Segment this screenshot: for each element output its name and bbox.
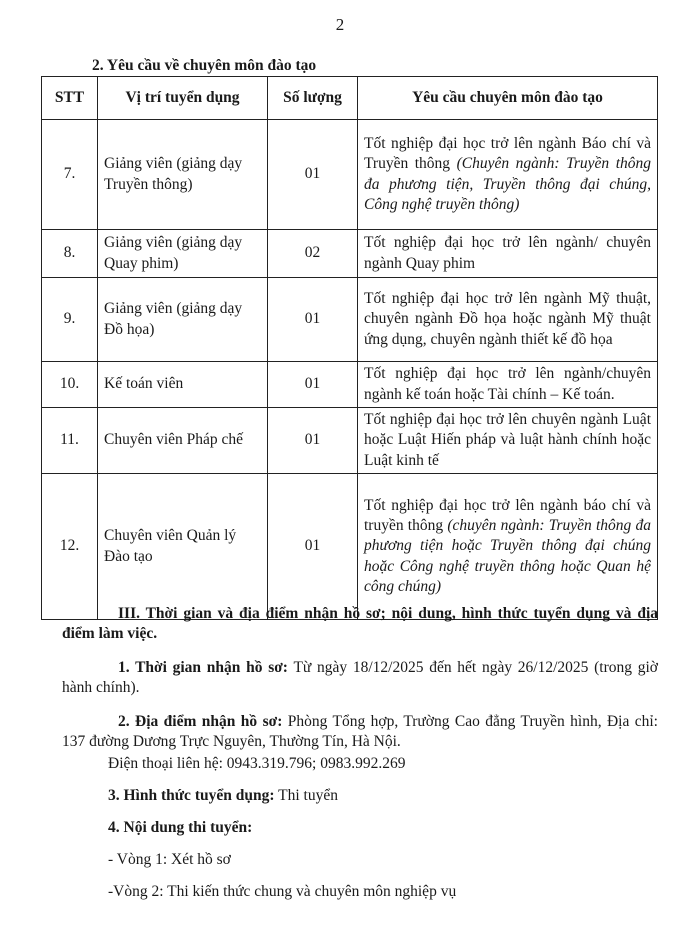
table-row xyxy=(42,120,658,230)
item-2-label: 2. Địa điểm nhận hồ sơ: xyxy=(118,713,283,730)
table-row xyxy=(42,362,658,408)
header-stt: STT xyxy=(42,77,98,120)
item-4-label: 4. Nội dung thi tuyển: xyxy=(108,819,253,836)
header-quantity: Số lượng xyxy=(268,77,358,120)
section-3-heading: III. Thời gian và địa điểm nhận hồ sơ; nội dung, hình thức tuyển dụng và địa điểm làm việc. xyxy=(62,605,658,643)
row-quantity: 01 xyxy=(268,362,358,408)
header-position: Vị trí tuyển dụng xyxy=(98,77,268,120)
header-requirement: Yêu cầu chuyên môn đào tạo xyxy=(358,77,658,120)
row-stt: 12. xyxy=(42,474,98,620)
row-quantity: 01 xyxy=(268,474,358,620)
item-1-text: Từ ngày 18/12/2025 đến hết ngày 26/12/2025 (trong giờ hành chính). xyxy=(62,659,658,697)
row-position: Chuyên viên Pháp chế xyxy=(98,408,268,474)
item-2-paragraph xyxy=(62,712,658,752)
row-requirement: Tốt nghiệp đại học trở lên ngành/chuyên ngành kế toán hoặc Tài chính – Kế toán. xyxy=(358,362,658,408)
item-2-text: Phòng Tổng hợp, Trường Cao đẳng Truyền hình, Địa chỉ: 137 đường Dương Trực Nguyên, Thường Tín, Hà Nội. xyxy=(62,713,658,751)
row-position: Giảng viên (giảng dạy Truyền thông) xyxy=(98,120,268,230)
requirements-table xyxy=(41,76,658,620)
table-header-row xyxy=(42,77,658,120)
row-requirement: Tốt nghiệp đại học trở lên ngành/ chuyên ngành Quay phim xyxy=(358,230,658,278)
item-1-paragraph xyxy=(62,658,658,698)
row-stt: 10. xyxy=(42,362,98,408)
table-row xyxy=(42,408,658,474)
phone-line: Điện thoại liên hệ: 0943.319.796; 0983.992.269 xyxy=(108,755,406,772)
row-position: Kế toán viên xyxy=(98,362,268,408)
row-requirement: Tốt nghiệp đại học trở lên ngành Mỹ thuật, chuyên ngành Đồ họa hoặc ngành Mỹ thuật ứng dụng, chuyên ngành thiết kế đồ họa xyxy=(358,278,658,362)
row-position: Giảng viên (giảng dạy Quay phim) xyxy=(98,230,268,278)
item-3-text: Thi tuyển xyxy=(278,787,338,804)
table-row xyxy=(42,230,658,278)
round-1-line: - Vòng 1: Xét hồ sơ xyxy=(108,851,231,868)
requirement-text: Tốt nghiệp đại học trở lên ngành Báo chí và Truyền thông xyxy=(364,135,651,173)
row-quantity: 01 xyxy=(268,120,358,230)
row-quantity: 01 xyxy=(268,278,358,362)
table-row xyxy=(42,474,658,620)
item-3-label: 3. Hình thức tuyển dụng: xyxy=(108,787,275,804)
row-requirement xyxy=(358,120,658,230)
row-position: Giảng viên (giảng dạy Đồ họa) xyxy=(98,278,268,362)
row-quantity: 01 xyxy=(268,408,358,474)
table-row xyxy=(42,278,658,362)
requirement-italic-text: (Chuyên ngành: Truyền thông đa phương tiện, Truyền thông đại chúng, Công nghệ truyền thông) xyxy=(364,155,651,213)
row-requirement: Tốt nghiệp đại học trở lên chuyên ngành Luật hoặc Luật Hiến pháp và luật hành chính hoặc Luật kinh tế xyxy=(358,408,658,474)
row-stt: 7. xyxy=(42,120,98,230)
requirement-italic-text: (chuyên ngành: Truyền thông đa phương tiện hoặc Truyền thông đại chúng hoặc Công nghệ truyền thông hoặc Quan hệ công chúng) xyxy=(364,517,652,595)
row-stt: 11. xyxy=(42,408,98,474)
item-3-paragraph xyxy=(108,786,658,806)
round-2-line: -Vòng 2: Thi kiến thức chung và chuyên môn nghiệp vụ xyxy=(108,883,457,900)
section-2-heading: 2. Yêu cầu về chuyên môn đào tạo xyxy=(92,57,317,74)
row-quantity: 02 xyxy=(268,230,358,278)
row-stt: 8. xyxy=(42,230,98,278)
row-stt: 9. xyxy=(42,278,98,362)
row-requirement xyxy=(358,474,658,620)
row-position: Chuyên viên Quản lý Đào tạo xyxy=(98,474,268,620)
item-1-label: 1. Thời gian nhận hồ sơ: xyxy=(118,659,288,676)
page-number: 2 xyxy=(335,15,345,34)
requirement-text: Tốt nghiệp đại học trở lên ngành báo chí và truyền thông xyxy=(364,497,651,535)
